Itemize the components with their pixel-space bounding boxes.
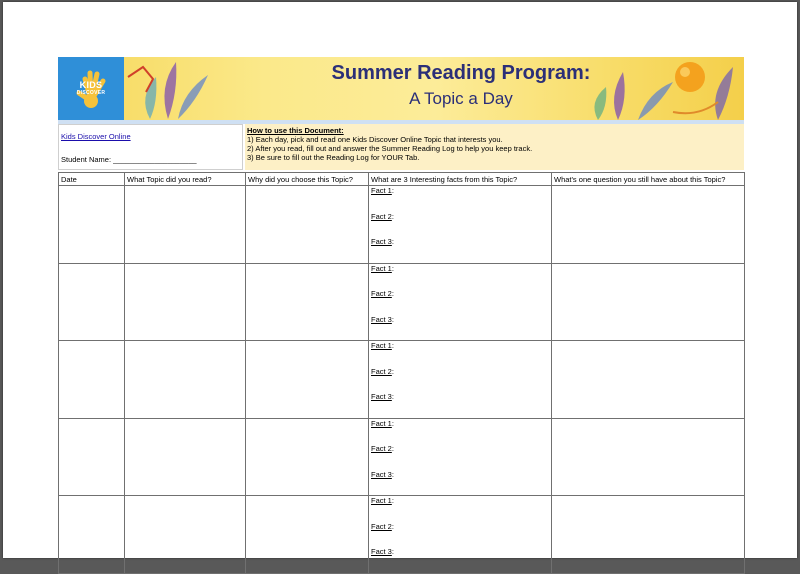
table-row bbox=[59, 186, 745, 264]
table-row bbox=[59, 341, 745, 419]
facts-cell[interactable] bbox=[369, 263, 552, 341]
instructions-box bbox=[245, 124, 744, 170]
fact-colon: : bbox=[391, 392, 394, 401]
reading-log-table bbox=[58, 172, 745, 574]
logo-line1: KIDS bbox=[79, 80, 103, 90]
header-why: Why did you choose this Topic? bbox=[246, 173, 369, 186]
fact-label: Fact 2 bbox=[371, 521, 392, 531]
fact-line bbox=[371, 444, 549, 470]
fact-colon: : bbox=[391, 289, 394, 298]
facts-cell[interactable] bbox=[369, 341, 552, 419]
date-cell[interactable] bbox=[59, 418, 125, 496]
instruction-step-3: 3) Be sure to fill out the Reading Log for YOUR Tab. bbox=[247, 153, 420, 162]
fact-line bbox=[371, 522, 549, 548]
fact-colon: : bbox=[391, 263, 394, 273]
fact-label: Fact 2 bbox=[371, 211, 392, 221]
question-cell[interactable] bbox=[552, 263, 745, 341]
fact-colon: : bbox=[391, 496, 394, 505]
fact-line bbox=[371, 341, 549, 367]
fact-label: Fact 1 bbox=[371, 418, 392, 428]
why-cell[interactable] bbox=[246, 341, 369, 419]
fact-label: Fact 1 bbox=[371, 186, 392, 195]
table-row bbox=[59, 418, 745, 496]
date-cell[interactable] bbox=[59, 186, 125, 264]
program-banner bbox=[58, 57, 744, 120]
fact-line bbox=[371, 419, 549, 445]
fact-line bbox=[371, 186, 549, 212]
fact-label: Fact 3 bbox=[371, 314, 392, 324]
fact-colon: : bbox=[391, 341, 394, 350]
fact-line bbox=[371, 392, 549, 418]
date-cell[interactable] bbox=[59, 341, 125, 419]
why-cell[interactable] bbox=[246, 263, 369, 341]
question-cell[interactable] bbox=[552, 496, 745, 574]
instruction-step-1: 1) Each day, pick and read one Kids Discover Online Topic that interests you. bbox=[247, 135, 503, 144]
fact-colon: : bbox=[391, 211, 394, 221]
facts-cell[interactable] bbox=[369, 418, 552, 496]
topic-cell[interactable] bbox=[125, 263, 246, 341]
header-topic: What Topic did you read? bbox=[125, 173, 246, 186]
fact-line bbox=[371, 470, 549, 496]
fact-label: Fact 1 bbox=[371, 263, 392, 273]
fact-line bbox=[371, 367, 549, 393]
fact-colon: : bbox=[391, 237, 394, 246]
facts-cell[interactable] bbox=[369, 496, 552, 574]
header-date: Date bbox=[59, 173, 125, 186]
table-row bbox=[59, 496, 745, 574]
date-cell[interactable] bbox=[59, 263, 125, 341]
header-facts: What are 3 Interesting facts from this Topic? bbox=[369, 173, 552, 186]
fact-line bbox=[371, 315, 549, 341]
header-question: What's one question you still have about this Topic? bbox=[552, 173, 745, 186]
instructions-title: How to use this Document: bbox=[247, 126, 344, 135]
table-row bbox=[59, 263, 745, 341]
topic-cell[interactable] bbox=[125, 496, 246, 574]
why-cell[interactable] bbox=[246, 186, 369, 264]
fact-line bbox=[371, 289, 549, 315]
fact-label: Fact 1 bbox=[371, 496, 392, 505]
fact-colon: : bbox=[391, 186, 394, 195]
fact-line bbox=[371, 547, 549, 573]
student-info-box bbox=[58, 124, 243, 170]
fact-line bbox=[371, 212, 549, 238]
fact-line bbox=[371, 496, 549, 522]
date-cell[interactable] bbox=[59, 496, 125, 574]
fact-colon: : bbox=[391, 469, 394, 479]
fact-label: Fact 2 bbox=[371, 289, 392, 298]
topic-cell[interactable] bbox=[125, 341, 246, 419]
question-cell[interactable] bbox=[552, 418, 745, 496]
fact-line bbox=[371, 264, 549, 290]
why-cell[interactable] bbox=[246, 496, 369, 574]
kids-discover-online-link[interactable]: Kids Discover Online bbox=[61, 132, 131, 141]
question-cell[interactable] bbox=[552, 186, 745, 264]
fact-label: Fact 3 bbox=[371, 392, 392, 401]
fact-colon: : bbox=[391, 418, 394, 428]
fact-colon: : bbox=[391, 314, 394, 324]
student-name-field[interactable]: Student Name: ____________________ bbox=[61, 155, 197, 164]
fact-label: Fact 3 bbox=[371, 547, 392, 556]
fact-label: Fact 1 bbox=[371, 341, 392, 350]
fact-label: Fact 3 bbox=[371, 237, 392, 246]
fact-colon: : bbox=[391, 547, 394, 556]
why-cell[interactable] bbox=[246, 418, 369, 496]
fact-colon: : bbox=[391, 444, 394, 453]
fact-colon: : bbox=[391, 521, 394, 531]
fact-colon: : bbox=[391, 366, 394, 376]
fact-label: Fact 2 bbox=[371, 444, 392, 453]
facts-cell[interactable] bbox=[369, 186, 552, 264]
fact-label: Fact 2 bbox=[371, 366, 392, 376]
fact-line bbox=[371, 237, 549, 263]
topic-cell[interactable] bbox=[125, 186, 246, 264]
reading-log-body bbox=[59, 186, 745, 574]
logo-line2: DISCOVER bbox=[76, 90, 106, 96]
question-cell[interactable] bbox=[552, 341, 745, 419]
instruction-step-2: 2) After you read, fill out and answer the Summer Reading Log to help you keep track. bbox=[247, 144, 533, 153]
fact-label: Fact 3 bbox=[371, 469, 392, 479]
banner-subtitle: A Topic a Day bbox=[409, 89, 513, 108]
topic-cell[interactable] bbox=[125, 418, 246, 496]
banner-title: Summer Reading Program: bbox=[331, 62, 591, 84]
table-header-row bbox=[59, 173, 745, 186]
